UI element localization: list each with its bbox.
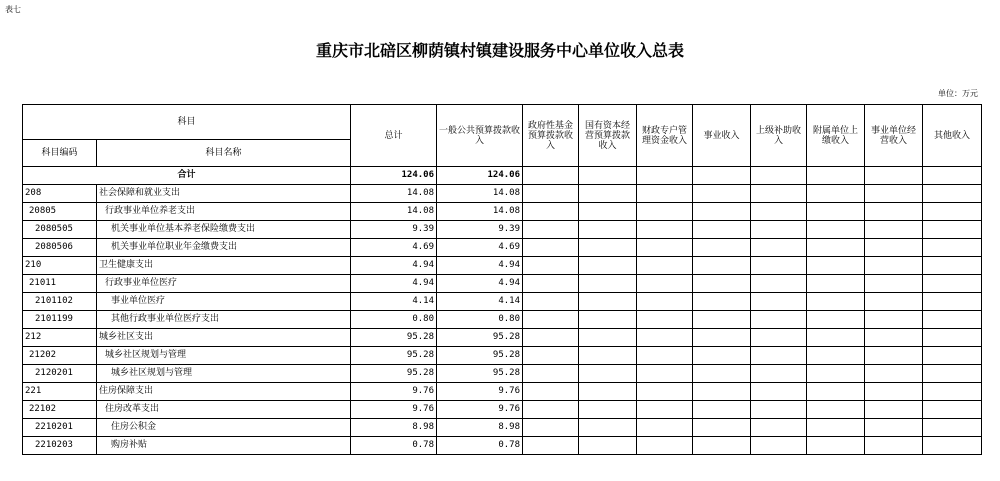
empty-cell: [693, 329, 751, 347]
subject-name-cell: 城乡社区规划与管理: [97, 365, 351, 383]
empty-cell: [865, 239, 923, 257]
total-cell: 95.28: [351, 329, 437, 347]
table-row: [23, 185, 982, 203]
header-subject: 科目: [23, 105, 351, 140]
empty-cell: [807, 239, 865, 257]
header-business-income: 事业收入: [693, 105, 751, 167]
subject-code-cell: 21011: [23, 275, 97, 293]
table-row: [23, 329, 982, 347]
empty-cell: [693, 221, 751, 239]
empty-cell: [693, 383, 751, 401]
empty-cell: [523, 239, 579, 257]
empty-cell: [523, 365, 579, 383]
empty-cell: [807, 437, 865, 455]
empty-cell: [865, 293, 923, 311]
total-cell: 9.76: [351, 401, 437, 419]
general-budget-cell: 95.28: [437, 329, 523, 347]
total-cell: 4.94: [351, 257, 437, 275]
empty-cell: [579, 329, 637, 347]
empty-cell: [693, 257, 751, 275]
empty-cell: [579, 239, 637, 257]
header-affiliated-income: 附属单位上缴收入: [807, 105, 865, 167]
empty-cell: [807, 257, 865, 275]
empty-cell: [693, 167, 751, 185]
empty-cell: [579, 365, 637, 383]
empty-cell: [751, 221, 807, 239]
empty-cell: [807, 329, 865, 347]
subject-name-cell: 行政事业单位医疗: [97, 275, 351, 293]
empty-cell: [807, 401, 865, 419]
empty-cell: [693, 293, 751, 311]
empty-cell: [751, 383, 807, 401]
subject-code-cell: 221: [23, 383, 97, 401]
empty-cell: [693, 347, 751, 365]
header-superior-subsidy: 上级补助收入: [751, 105, 807, 167]
empty-cell: [807, 347, 865, 365]
empty-cell: [923, 329, 982, 347]
subject-code-cell: 2101102: [23, 293, 97, 311]
empty-cell: [865, 311, 923, 329]
total-cell: 0.78: [351, 437, 437, 455]
general-budget-cell: 9.39: [437, 221, 523, 239]
empty-cell: [693, 311, 751, 329]
subject-code-cell: 21202: [23, 347, 97, 365]
empty-cell: [807, 203, 865, 221]
subject-code-cell: 2080506: [23, 239, 97, 257]
empty-cell: [923, 293, 982, 311]
header-fiscal-special: 财政专户管理资金收入: [637, 105, 693, 167]
empty-cell: [865, 329, 923, 347]
empty-cell: [923, 365, 982, 383]
total-row: [23, 167, 982, 185]
general-budget-cell: 4.94: [437, 257, 523, 275]
empty-cell: [693, 275, 751, 293]
empty-cell: [693, 185, 751, 203]
empty-cell: [523, 203, 579, 221]
empty-cell: [807, 293, 865, 311]
empty-cell: [693, 203, 751, 221]
subject-name-cell: 城乡社区规划与管理: [97, 347, 351, 365]
empty-cell: [865, 257, 923, 275]
total-cell: 4.94: [351, 275, 437, 293]
subject-name-cell: 住房保障支出: [97, 383, 351, 401]
general-budget-cell: 9.76: [437, 383, 523, 401]
subject-name-cell: 其他行政事业单位医疗支出: [97, 311, 351, 329]
empty-cell: [865, 167, 923, 185]
empty-cell: [637, 275, 693, 293]
general-budget-cell: 95.28: [437, 365, 523, 383]
empty-cell: [751, 185, 807, 203]
empty-cell: [923, 311, 982, 329]
income-summary-table: [22, 104, 982, 455]
subject-code-cell: 212: [23, 329, 97, 347]
header-total: 总计: [351, 105, 437, 167]
subject-name-cell: 卫生健康支出: [97, 257, 351, 275]
general-budget-cell: 14.08: [437, 185, 523, 203]
empty-cell: [865, 383, 923, 401]
empty-cell: [751, 419, 807, 437]
empty-cell: [637, 185, 693, 203]
total-cell: 0.80: [351, 311, 437, 329]
table-row: [23, 365, 982, 383]
empty-cell: [523, 257, 579, 275]
table-row: [23, 419, 982, 437]
subject-name-cell: 住房公积金: [97, 419, 351, 437]
empty-cell: [693, 437, 751, 455]
empty-cell: [579, 221, 637, 239]
subject-name-cell: 机关事业单位职业年金缴费支出: [97, 239, 351, 257]
subject-name-cell: 住房改革支出: [97, 401, 351, 419]
table-row: [23, 221, 982, 239]
empty-cell: [807, 167, 865, 185]
empty-cell: [807, 419, 865, 437]
empty-cell: [523, 185, 579, 203]
empty-cell: [751, 239, 807, 257]
table-row: [23, 311, 982, 329]
header-operating-income: 事业单位经营收入: [865, 105, 923, 167]
empty-cell: [751, 437, 807, 455]
empty-cell: [637, 437, 693, 455]
subject-code-cell: 2210203: [23, 437, 97, 455]
empty-cell: [637, 167, 693, 185]
empty-cell: [807, 311, 865, 329]
subject-code-cell: 2101199: [23, 311, 97, 329]
empty-cell: [579, 293, 637, 311]
empty-cell: [579, 203, 637, 221]
total-cell: 8.98: [351, 419, 437, 437]
header-state-capital: 国有资本经营预算拨款收入: [579, 105, 637, 167]
empty-cell: [579, 275, 637, 293]
unit-label: 单位：万元: [938, 89, 978, 98]
table-row: [23, 347, 982, 365]
empty-cell: [693, 239, 751, 257]
subject-name-cell: 行政事业单位养老支出: [97, 203, 351, 221]
empty-cell: [523, 221, 579, 239]
empty-cell: [637, 311, 693, 329]
total-cell: 9.76: [351, 383, 437, 401]
empty-cell: [751, 311, 807, 329]
empty-cell: [637, 221, 693, 239]
general-budget-cell: 0.78: [437, 437, 523, 455]
empty-cell: [865, 221, 923, 239]
table-row: [23, 275, 982, 293]
empty-cell: [637, 401, 693, 419]
empty-cell: [923, 203, 982, 221]
empty-cell: [637, 239, 693, 257]
empty-cell: [865, 437, 923, 455]
empty-cell: [637, 383, 693, 401]
empty-cell: [751, 293, 807, 311]
empty-cell: [579, 257, 637, 275]
table-row: [23, 293, 982, 311]
page-title: 重庆市北碚区柳荫镇村镇建设服务中心单位收入总表: [315, 41, 684, 60]
empty-cell: [637, 365, 693, 383]
empty-cell: [923, 185, 982, 203]
empty-cell: [693, 365, 751, 383]
subject-code-cell: 208: [23, 185, 97, 203]
table-row: [23, 437, 982, 455]
general-budget-cell: 14.08: [437, 203, 523, 221]
total-cell: 4.69: [351, 239, 437, 257]
empty-cell: [637, 203, 693, 221]
empty-cell: [865, 275, 923, 293]
subject-code-cell: 2120201: [23, 365, 97, 383]
empty-cell: [523, 311, 579, 329]
table-row: [23, 383, 982, 401]
empty-cell: [923, 257, 982, 275]
total-label: 合计: [23, 167, 351, 185]
subject-name-cell: 购房补贴: [97, 437, 351, 455]
empty-cell: [523, 383, 579, 401]
subject-name-cell: 社会保障和就业支出: [97, 185, 351, 203]
empty-cell: [923, 383, 982, 401]
general-budget-cell: 4.14: [437, 293, 523, 311]
empty-cell: [751, 365, 807, 383]
total-cell: 95.28: [351, 365, 437, 383]
total-cell: 14.08: [351, 185, 437, 203]
total-cell: 95.28: [351, 347, 437, 365]
total-amount: 124.06: [351, 167, 437, 185]
empty-cell: [523, 401, 579, 419]
empty-cell: [637, 419, 693, 437]
empty-cell: [637, 329, 693, 347]
subject-name-cell: 事业单位医疗: [97, 293, 351, 311]
empty-cell: [579, 347, 637, 365]
empty-cell: [807, 221, 865, 239]
total-cell: 14.08: [351, 203, 437, 221]
empty-cell: [523, 437, 579, 455]
empty-cell: [865, 203, 923, 221]
subject-code-cell: 20805: [23, 203, 97, 221]
subject-code-cell: 2210201: [23, 419, 97, 437]
total-general-budget: 124.06: [437, 167, 523, 185]
empty-cell: [807, 185, 865, 203]
empty-cell: [865, 347, 923, 365]
empty-cell: [865, 185, 923, 203]
subject-name-cell: 城乡社区支出: [97, 329, 351, 347]
table-row: [23, 203, 982, 221]
header-gov-fund: 政府性基金预算拨款收入: [523, 105, 579, 167]
empty-cell: [807, 365, 865, 383]
table-row: [23, 401, 982, 419]
total-cell: 4.14: [351, 293, 437, 311]
empty-cell: [923, 401, 982, 419]
empty-cell: [579, 401, 637, 419]
general-budget-cell: 9.76: [437, 401, 523, 419]
empty-cell: [807, 275, 865, 293]
general-budget-cell: 4.69: [437, 239, 523, 257]
empty-cell: [923, 239, 982, 257]
empty-cell: [923, 275, 982, 293]
empty-cell: [523, 293, 579, 311]
empty-cell: [523, 275, 579, 293]
table-number-note: 表七: [5, 5, 21, 14]
header-other-income: 其他收入: [923, 105, 982, 167]
empty-cell: [865, 419, 923, 437]
empty-cell: [923, 419, 982, 437]
subject-code-cell: 2080505: [23, 221, 97, 239]
empty-cell: [923, 221, 982, 239]
empty-cell: [637, 257, 693, 275]
table-row: [23, 239, 982, 257]
empty-cell: [751, 275, 807, 293]
empty-cell: [579, 419, 637, 437]
empty-cell: [923, 437, 982, 455]
empty-cell: [751, 167, 807, 185]
empty-cell: [579, 311, 637, 329]
empty-cell: [865, 401, 923, 419]
empty-cell: [923, 167, 982, 185]
empty-cell: [637, 347, 693, 365]
subject-code-cell: 210: [23, 257, 97, 275]
empty-cell: [579, 437, 637, 455]
empty-cell: [637, 293, 693, 311]
subject-name-cell: 机关事业单位基本养老保险缴费支出: [97, 221, 351, 239]
table-row: [23, 257, 982, 275]
empty-cell: [579, 185, 637, 203]
empty-cell: [693, 419, 751, 437]
empty-cell: [751, 329, 807, 347]
total-cell: 9.39: [351, 221, 437, 239]
header-code: 科目编码: [23, 140, 97, 167]
general-budget-cell: 4.94: [437, 275, 523, 293]
general-budget-cell: 95.28: [437, 347, 523, 365]
empty-cell: [523, 329, 579, 347]
general-budget-cell: 0.80: [437, 311, 523, 329]
empty-cell: [751, 203, 807, 221]
empty-cell: [807, 383, 865, 401]
empty-cell: [751, 401, 807, 419]
empty-cell: [693, 401, 751, 419]
empty-cell: [579, 167, 637, 185]
subject-code-cell: 22102: [23, 401, 97, 419]
empty-cell: [751, 257, 807, 275]
empty-cell: [923, 347, 982, 365]
header-general-budget: 一般公共预算拨款收入: [437, 105, 523, 167]
empty-cell: [865, 365, 923, 383]
empty-cell: [579, 383, 637, 401]
empty-cell: [523, 419, 579, 437]
general-budget-cell: 8.98: [437, 419, 523, 437]
empty-cell: [523, 167, 579, 185]
empty-cell: [751, 347, 807, 365]
header-name: 科目名称: [97, 140, 351, 167]
empty-cell: [523, 347, 579, 365]
